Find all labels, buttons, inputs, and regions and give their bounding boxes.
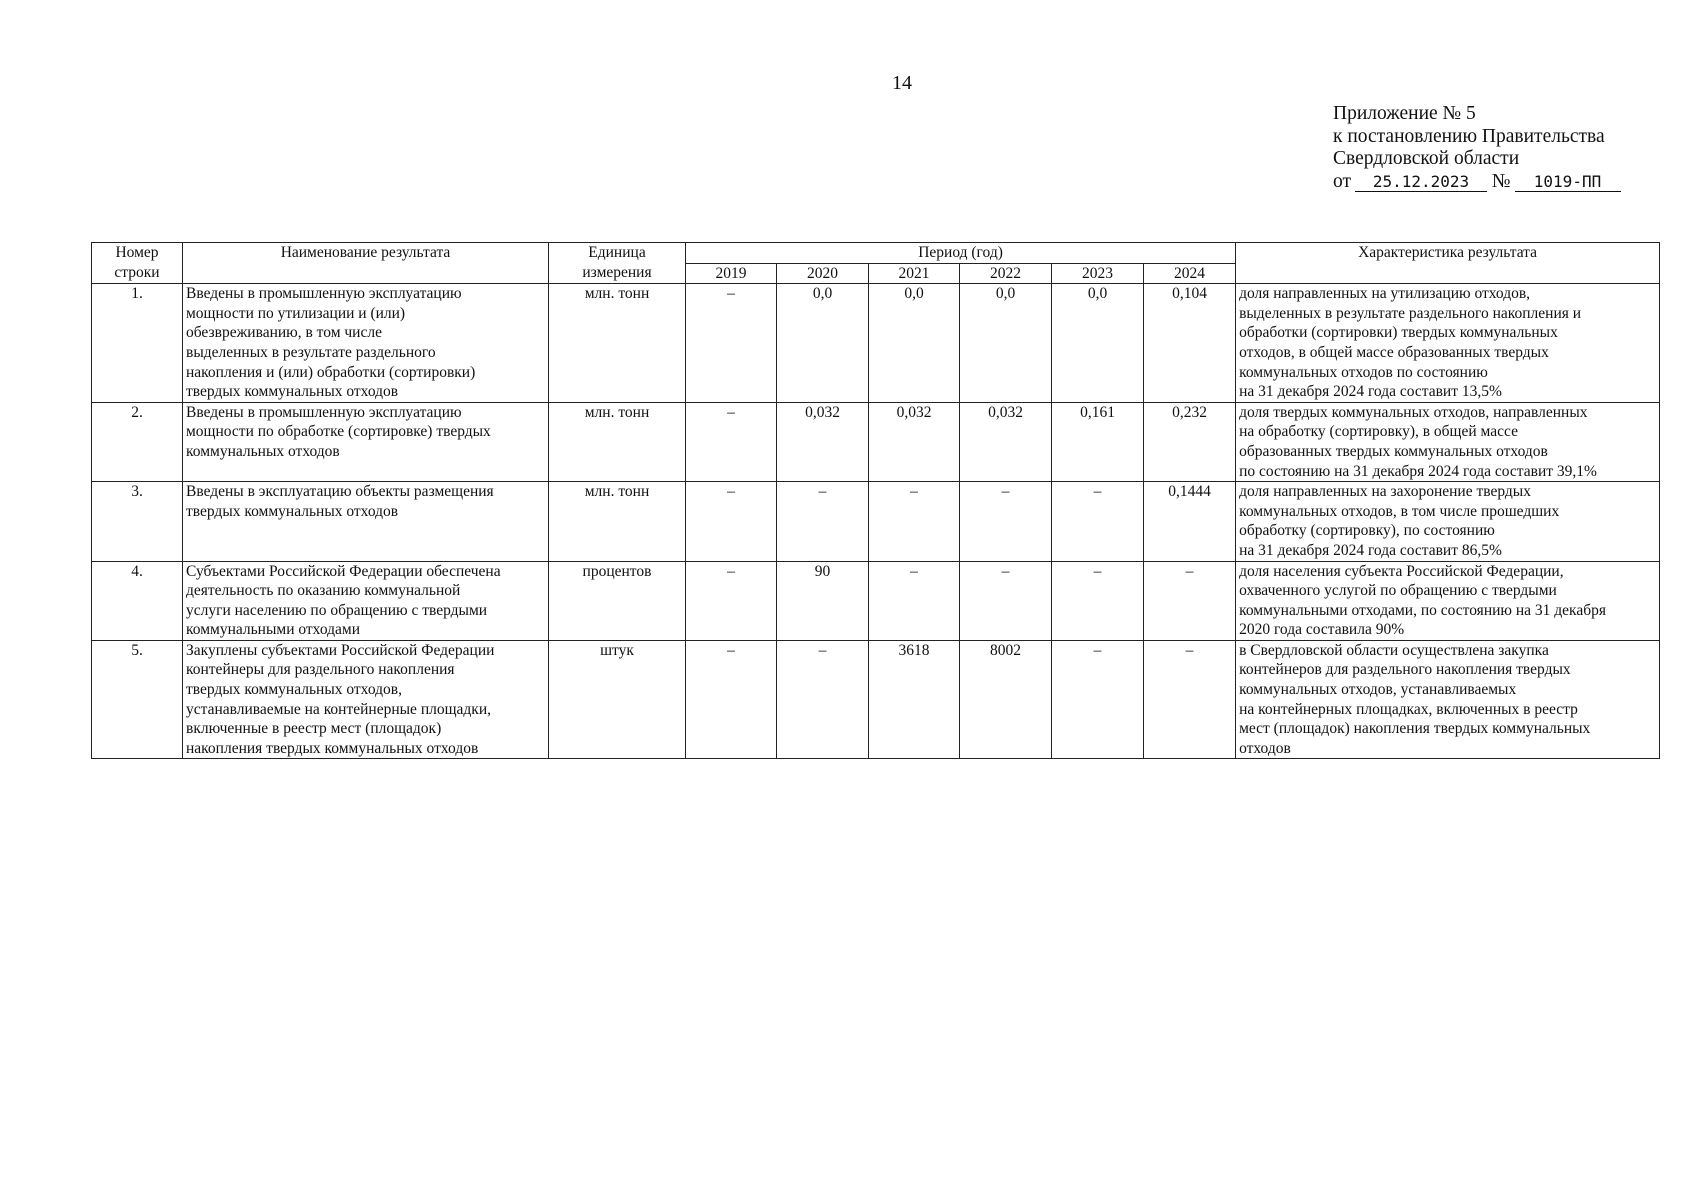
year-value-cell: – [1052, 640, 1144, 759]
header-year: 2019 [686, 263, 777, 284]
year-value-cell: – [686, 561, 777, 640]
year-value-cell: 0,0 [869, 284, 960, 403]
appendix-title: Приложение № 5 [1333, 103, 1476, 124]
year-value-cell: – [686, 640, 777, 759]
year-value-cell: 90 [777, 561, 869, 640]
result-name-line: коммунальными отходами [186, 621, 361, 639]
row-number-cell: 2. [92, 402, 183, 481]
table-row [92, 561, 1660, 640]
result-name-cell [183, 561, 549, 640]
result-name-cell [183, 640, 549, 759]
result-name-line: контейнеры для раздельного накопления [186, 661, 455, 679]
table-row [92, 482, 1660, 561]
characteristic-line: образованных твердых коммунальных отходов [1239, 442, 1548, 460]
year-value-cell: – [1052, 561, 1144, 640]
characteristic-line: отходов [1239, 739, 1291, 757]
year-value-cell: 0,161 [1052, 402, 1144, 481]
characteristic-cell [1236, 402, 1660, 481]
decree-date: 25.12.2023 [1355, 173, 1487, 192]
results-table [91, 242, 1660, 759]
header-text: Единица [588, 244, 646, 261]
characteristic-line: обработки (сортировки) твердых коммунальных [1239, 324, 1558, 342]
characteristic-line: выделенных в результате раздельного накопления и [1239, 304, 1582, 322]
result-name-line: твердых коммунальных отходов [186, 383, 399, 401]
characteristic-line: коммунальных отходов, устанавливаемых [1239, 681, 1517, 699]
characteristic-line: коммунальными отходами, по состоянию на 31 декабря [1239, 601, 1606, 619]
year-value-cell: – [960, 482, 1052, 561]
characteristic-cell [1236, 561, 1660, 640]
characteristic-cell [1236, 482, 1660, 561]
header-result-name: Наименование результата [183, 243, 549, 284]
year-value-cell: 0,032 [777, 402, 869, 481]
header-year: 2020 [777, 263, 869, 284]
characteristic-line: доля населения субъекта Российской Федерации, [1239, 562, 1564, 580]
unit-cell: млн. тонн [549, 482, 686, 561]
appendix-block [1333, 103, 1621, 193]
header-year: 2022 [960, 263, 1052, 284]
characteristic-line: мест (площадок) накопления твердых коммунальных [1239, 720, 1591, 738]
table-row [92, 640, 1660, 759]
year-value-cell: – [960, 561, 1052, 640]
year-value-cell: 0,1444 [1144, 482, 1236, 561]
year-value-cell: – [869, 482, 960, 561]
header-period: Период (год) [686, 243, 1236, 264]
appendix-line: к постановлению Правительства [1333, 125, 1605, 147]
table-body [92, 284, 1660, 759]
characteristic-line: контейнеров для раздельного накопления твердых [1239, 661, 1571, 679]
characteristic-line: доля направленных на утилизацию отходов, [1239, 285, 1531, 303]
table-row [92, 402, 1660, 481]
row-number-cell: 1. [92, 284, 183, 403]
row-number-cell: 5. [92, 640, 183, 759]
header-text: Номер [115, 244, 159, 261]
date-prefix: от [1333, 170, 1352, 192]
unit-cell: процентов [549, 561, 686, 640]
result-name-line: включенные в реестр мест (площадок) [186, 720, 442, 738]
result-name-line: услуги населению по обращению с твердыми [186, 601, 488, 619]
header-year: 2024 [1144, 263, 1236, 284]
result-name-line: мощности по обработке (сортировке) твердых [186, 423, 491, 441]
header-row-number [92, 243, 183, 284]
header-unit [549, 243, 686, 284]
year-value-cell: – [1052, 482, 1144, 561]
result-name-line: Введены в промышленную эксплуатацию [186, 285, 462, 303]
year-value-cell: 0,0 [777, 284, 869, 403]
unit-cell: штук [549, 640, 686, 759]
year-value-cell: 8002 [960, 640, 1052, 759]
year-value-cell: – [686, 284, 777, 403]
year-value-cell: – [869, 561, 960, 640]
year-value-cell: – [1144, 640, 1236, 759]
characteristic-cell [1236, 284, 1660, 403]
result-name-line: Введены в промышленную эксплуатацию [186, 403, 462, 421]
year-value-cell: 0,104 [1144, 284, 1236, 403]
result-name-line: выделенных в результате раздельного [186, 343, 436, 361]
year-value-cell: – [686, 402, 777, 481]
characteristic-line: по состоянию на 31 декабря 2024 года составит 39,1% [1239, 462, 1597, 480]
year-value-cell: 0,0 [1052, 284, 1144, 403]
header-year: 2021 [869, 263, 960, 284]
year-value-cell: 3618 [869, 640, 960, 759]
characteristic-line: коммунальных отходов по состоянию [1239, 363, 1488, 381]
result-name-cell [183, 482, 549, 561]
unit-cell: млн. тонн [549, 284, 686, 403]
year-value-cell: – [1144, 561, 1236, 640]
result-name-line: деятельность по оказанию коммунальной [186, 582, 461, 600]
header-text: измерения [582, 263, 652, 281]
header-characteristic: Характеристика результата [1236, 243, 1660, 284]
result-name-line: накопления и (или) обработки (сортировки) [186, 363, 476, 381]
year-value-cell: 0,232 [1144, 402, 1236, 481]
result-name-line: Введены в эксплуатацию объекты размещения [186, 483, 494, 501]
result-name-line: твердых коммунальных отходов [186, 502, 399, 520]
characteristic-line: доля твердых коммунальных отходов, направленных [1239, 403, 1588, 421]
characteristic-line: обработку (сортировку), по состоянию [1239, 522, 1495, 540]
decree-number: 1019-ПП [1515, 173, 1621, 192]
characteristic-line: отходов, в общей массе образованных твердых [1239, 343, 1549, 361]
characteristic-line: охваченного услугой по обращению с твердыми [1239, 582, 1557, 600]
unit-cell: млн. тонн [549, 402, 686, 481]
characteristic-line: 2020 года составила 90% [1239, 621, 1405, 639]
result-name-cell [183, 284, 549, 403]
characteristic-line: доля направленных на захоронение твердых [1239, 483, 1531, 501]
row-number-cell: 4. [92, 561, 183, 640]
year-value-cell: – [777, 482, 869, 561]
header-year: 2023 [1052, 263, 1144, 284]
result-name-line: мощности по утилизации и (или) [186, 304, 406, 322]
year-value-cell: 0,032 [960, 402, 1052, 481]
result-name-line: твердых коммунальных отходов, [186, 681, 402, 699]
result-name-line: коммунальных отходов [186, 442, 340, 460]
result-name-line: обезвреживанию, в том числе [186, 324, 382, 342]
row-number-cell: 3. [92, 482, 183, 561]
result-name-line: Закуплены субъектами Российской Федерации [186, 641, 495, 659]
characteristic-cell [1236, 640, 1660, 759]
year-value-cell: 0,032 [869, 402, 960, 481]
appendix-date-line [1333, 171, 1621, 194]
year-value-cell: – [777, 640, 869, 759]
characteristic-line: на 31 декабря 2024 года составит 13,5% [1239, 383, 1502, 401]
result-name-line: накопления твердых коммунальных отходов [186, 739, 479, 757]
characteristic-line: на обработку (сортировку), в общей массе [1239, 423, 1518, 441]
characteristic-line: коммунальных отходов, в том числе прошедших [1239, 502, 1560, 520]
table-row [92, 284, 1660, 403]
year-value-cell: 0,0 [960, 284, 1052, 403]
result-name-line: Субъектами Российской Федерации обеспечена [186, 562, 501, 580]
page-number: 14 [892, 72, 912, 94]
characteristic-line: на контейнерных площадках, включенных в реестр [1239, 700, 1578, 718]
appendix-line: Свердловской области [1333, 148, 1520, 169]
result-name-cell [183, 402, 549, 481]
result-name-line: устанавливаемые на контейнерные площадки, [186, 700, 491, 718]
characteristic-line: в Свердловской области осуществлена закупка [1239, 641, 1549, 659]
header-row [92, 243, 1660, 264]
characteristic-line: на 31 декабря 2024 года составит 86,5% [1239, 541, 1502, 559]
number-prefix: № [1491, 170, 1511, 192]
header-text: строки [114, 263, 160, 281]
year-value-cell: – [686, 482, 777, 561]
